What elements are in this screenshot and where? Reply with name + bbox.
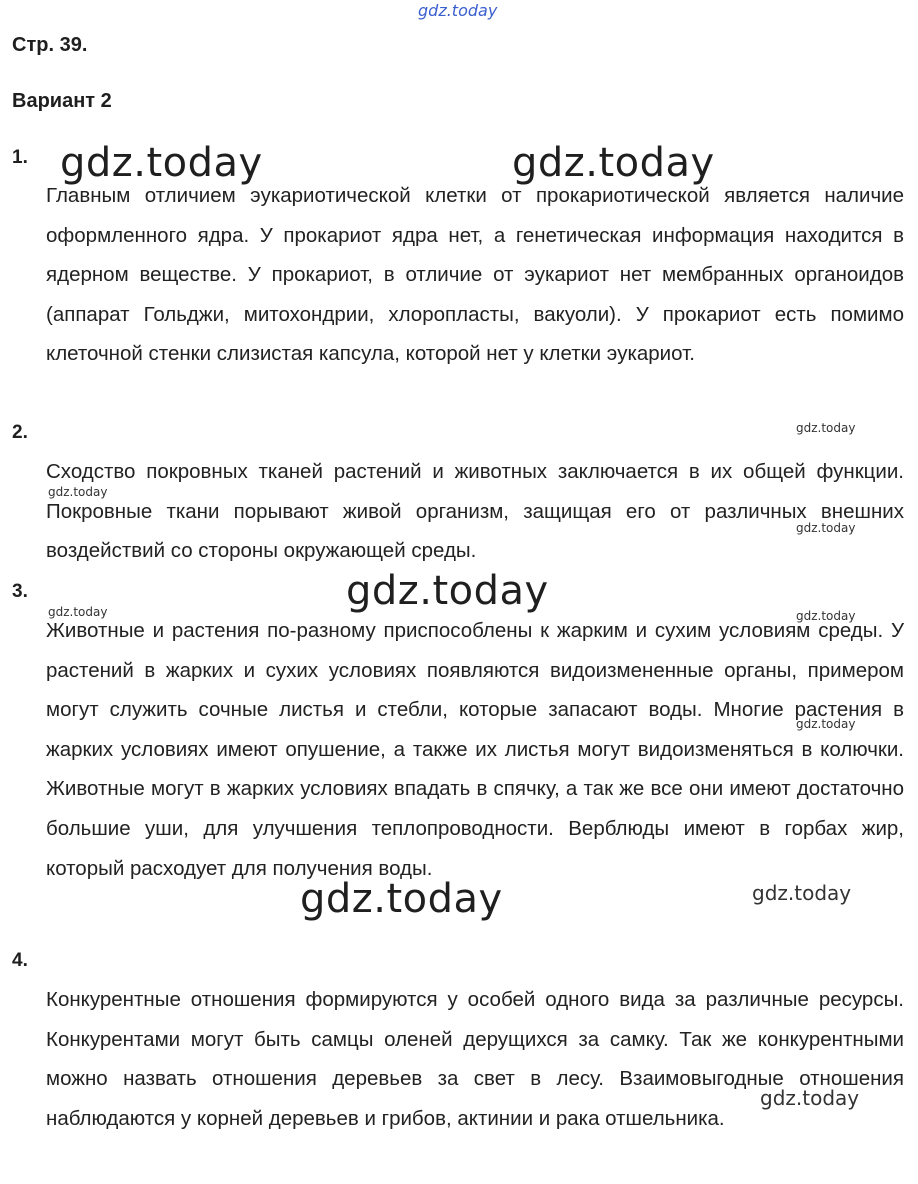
watermark: gdz.today xyxy=(48,605,108,619)
variant-title: Вариант 2 xyxy=(12,90,112,112)
watermark: gdz.today xyxy=(300,876,503,922)
question-4-number: 4. xyxy=(12,950,28,971)
question-3-answer: Животные и растения по-разному приспособлены к жарким и сухим условиям среды. У растений в жарких и сухих условиях появляются видоизмененные органы, примером могут служить сочные листья и стебли, которые запасают воды. Многие растения в жарких условиях имеют опушение, а также их листья могут видоизменяться в колючки. Животные могут в жарких условиях впадать в спячку, а так же все они имеют достаточно большие уши, для улучшения теплопроводности. Верблюды имеют в горбах жир, который расходует для получения воды. xyxy=(46,619,904,880)
watermark-top: gdz.today xyxy=(418,1,498,20)
question-4-answer: Конкурентные отношения формируются у особей одного вида за различные ресурсы. Конкурентами могут быть самцы оленей дерущихся за самку. Так же конкурентными можно назвать отношения деревьев за свет в лесу. Взаимовыгодные отношения наблюдаются у корней деревьев и грибов, актинии и рака отшельника. xyxy=(46,988,904,1130)
watermark: gdz.today xyxy=(796,521,856,535)
watermark: gdz.today xyxy=(48,485,108,499)
question-2-answer: Сходство покровных тканей растений и животных заключается в их общей функции. Покровные ткани порывают живой организм, защищая его от различных внешних воздействий со стороны окружающей среды. xyxy=(46,460,904,563)
watermark: gdz.today xyxy=(752,881,852,905)
watermark: gdz.today xyxy=(346,568,549,614)
watermark: gdz.today xyxy=(512,140,715,186)
watermark: gdz.today xyxy=(60,140,263,186)
page-title: Стр. 39. xyxy=(12,34,88,56)
watermark: gdz.today xyxy=(796,717,856,731)
watermark: gdz.today xyxy=(796,609,856,623)
watermark: gdz.today xyxy=(760,1086,860,1110)
question-1-answer: Главным отличием эукариотической клетки от прокариотической является наличие оформленного ядра. У прокариот ядра нет, а генетическая информация находится в ядерном веществе. У прокариот, в отличие от эукариот нет мембранных органоидов (аппарат Гольджи, митохондрии, хлоропласты, вакуоли). У прокариот есть помимо клеточной стенки слизистая капсула, которой нет у клетки эукариот. xyxy=(46,184,904,366)
question-3-number: 3. xyxy=(12,581,28,602)
question-1-number: 1. xyxy=(12,147,28,168)
watermark: gdz.today xyxy=(796,421,856,435)
question-2-number: 2. xyxy=(12,422,28,443)
